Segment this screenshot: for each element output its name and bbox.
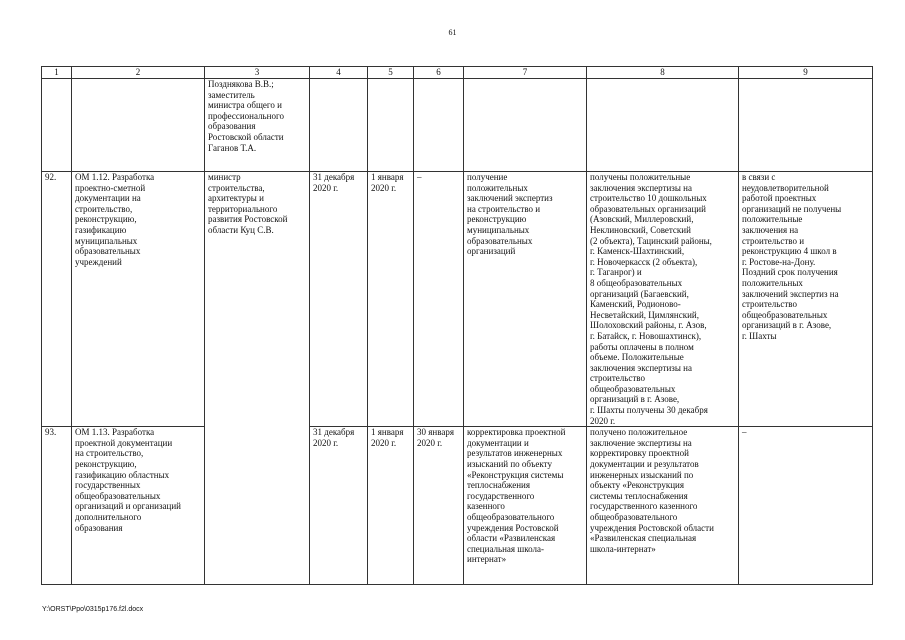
achieved-result [587,79,739,172]
column-header: 7 [464,67,587,79]
expected-result: получение положительных заключений экспертиз на строительство и реконструкцию муниципальных образовательных организаций [464,172,587,427]
footer-file-path: Y:\ORST\Ppo\0315p176.f2l.docx [42,606,144,613]
planned-end-date: 31 декабря 2020 г. [310,427,368,585]
issues-note [739,79,873,172]
column-header: 4 [310,67,368,79]
column-header: 8 [587,67,739,79]
column-number-row [42,67,873,79]
column-header: 9 [739,67,873,79]
table-row [42,172,873,427]
actual-date: – [414,172,464,427]
expected-result: корректировка проектной документации и результатов инженерных изысканий по объекту «Реконструкция системы теплоснабжения государственного казенного общеобразовательного учреждения Ростовской области «Развиленская специальная школа- интернат» [464,427,587,585]
column-header: 1 [42,67,72,79]
achieved-result: получены положительные заключения экспертизы на строительство 10 дошкольных образовательных организаций (Азовский, Миллеровский, Неклиновский, Советский (2 объекта), Тацинский районы, г. Каменск-Шахтинский, г. Новочеркасск (2 объекта), г. Таганрог) и 8 общеобразовательных организаций (Багаевский, Каменский, Родионово- Несветайский, Цимлянский, Шолоховский районы, г. Азов, г. Батайск, г. Новошахтинск), работы оплачены в полном объеме. Положительные заключения экспертизы на строительство общеобразовательных организаций в г. Азове, г. Шахты получены 30 декабря 2020 г. [587,172,739,427]
row-number: 92. [42,172,72,427]
start-date: 1 января 2020 г. [368,172,414,427]
activity-name: ОМ 1.13. Разработка проектной документации на строительство, реконструкцию, газификацию областных государственных общеобразовательных организаций и организаций дополнительного образования [72,427,205,585]
actual-date [414,79,464,172]
column-header: 3 [205,67,310,79]
issues-note: в связи с неудовлетворительной работой проектных организаций не получены положительные заключения на строительство и реконструкцию 4 школ в г. Ростове-на-Дону. Поздний срок получения положительных заключений экспертиз на строительство общеобразовательных организаций в г. Азове, г. Шахты [739,172,873,427]
activity-name: ОМ 1.12. Разработка проектно-сметной документации на строительство, реконструкцию, газификацию муниципальных образовательных учреждений [72,172,205,427]
issues-note: – [739,427,873,585]
actual-date: 30 января 2020 г. [414,427,464,585]
column-header: 2 [72,67,205,79]
expected-result [464,79,587,172]
responsible-person: Позднякова В.В.; заместитель министра общего и профессионального образования Ростовской области Гаганов Т.А. [205,79,310,172]
start-date [368,79,414,172]
achieved-result: получено положительное заключение экспертизы на корректировку проектной документации и результатов инженерных изысканий по объекту «Реконструкция системы теплоснабжения государственного казенного общеобразовательного учреждения Ростовской области «Развиленская специальная школа-интернат» [587,427,739,585]
report-table [41,66,873,585]
planned-end-date [310,79,368,172]
column-header: 5 [368,67,414,79]
row-number: 93. [42,427,72,585]
table-row [42,427,873,585]
responsible-person: министр строительства, архитектуры и территориального развития Ростовской области Куц С.В. [205,172,310,585]
activity-name [72,79,205,172]
table-row [42,79,873,172]
page-number: 61 [448,28,457,37]
planned-end-date: 31 декабря 2020 г. [310,172,368,427]
column-header: 6 [414,67,464,79]
start-date: 1 января 2020 г. [368,427,414,585]
row-number [42,79,72,172]
